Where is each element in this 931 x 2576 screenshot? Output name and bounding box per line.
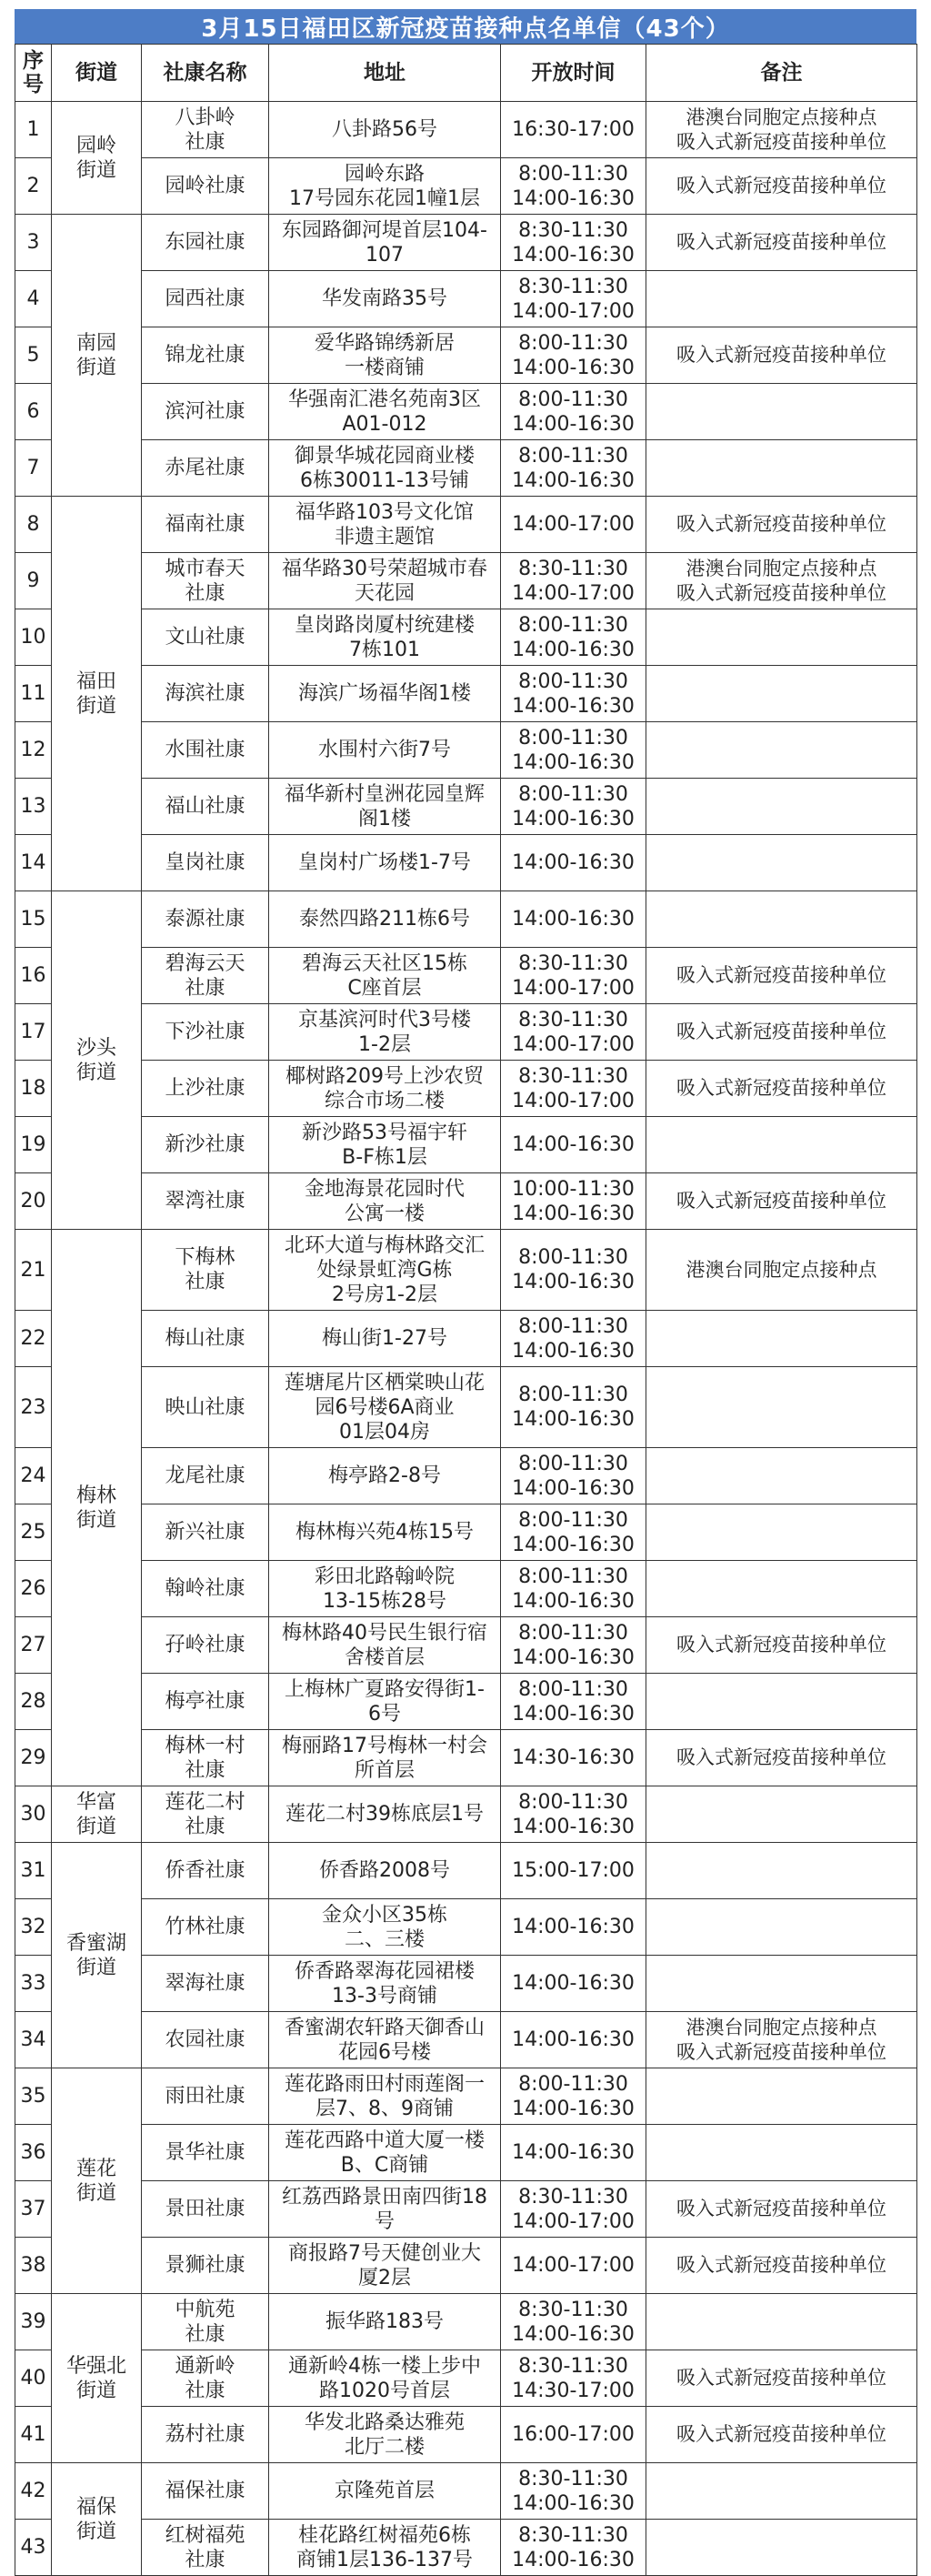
clinic-name-cell: 映山社康 <box>142 1367 269 1448</box>
table-row <box>15 2238 917 2294</box>
hours-cell: 8:00-11:30 14:00-16:30 <box>501 1786 646 1843</box>
clinic-name-cell: 文山社康 <box>142 609 269 666</box>
hours-cell: 8:30-11:30 14:00-16:30 <box>501 2294 646 2350</box>
hours-cell: 14:00-16:30 <box>501 1117 646 1173</box>
address-cell: 金众小区35栋 二、三楼 <box>269 1899 501 1956</box>
remark-cell: 港澳台同胞定点接种点 吸入式新冠疫苗接种单位 <box>646 102 917 158</box>
remark-cell <box>646 891 917 948</box>
hours-cell: 10:00-11:30 14:00-16:30 <box>501 1173 646 1230</box>
address-cell: 莲塘尾片区栖棠映山花 园6号楼6A商业 01层04房 <box>269 1367 501 1448</box>
remark-cell: 吸入式新冠疫苗接种单位 <box>646 215 917 271</box>
hours-cell: 8:00-11:30 14:00-16:30 <box>501 1617 646 1674</box>
hours-cell: 14:00-16:30 <box>501 1956 646 2012</box>
header-address: 地址 <box>269 45 501 102</box>
seq-cell: 4 <box>15 271 52 327</box>
street-cell: 福田 街道 <box>52 497 142 891</box>
address-cell: 皇岗村广场楼1-7号 <box>269 835 501 891</box>
remark-cell <box>646 1786 917 1843</box>
clinic-name-cell: 赤尾社康 <box>142 440 269 497</box>
address-cell: 东园路御河堤首层104- 107 <box>269 215 501 271</box>
table-row <box>15 1173 917 1230</box>
table-title: 3月15日福田区新冠疫苗接种点名单信（43个） <box>15 9 916 44</box>
clinic-name-cell: 园岭社康 <box>142 158 269 215</box>
hours-cell: 14:00-16:30 <box>501 2125 646 2181</box>
remark-cell <box>646 1561 917 1617</box>
seq-cell: 5 <box>15 327 52 384</box>
remark-cell: 吸入式新冠疫苗接种单位 <box>646 1173 917 1230</box>
hours-cell: 8:30-11:30 14:00-17:00 <box>501 1061 646 1117</box>
clinic-name-cell: 福南社康 <box>142 497 269 553</box>
hours-cell: 15:00-17:00 <box>501 1843 646 1899</box>
clinic-name-cell: 梅山社康 <box>142 1311 269 1367</box>
table-row <box>15 2125 917 2181</box>
address-cell: 金地海景花园时代 公寓一楼 <box>269 1173 501 1230</box>
remark-cell <box>646 666 917 722</box>
hours-cell: 8:00-11:30 14:00-16:30 <box>501 779 646 835</box>
remark-cell <box>646 1674 917 1730</box>
clinic-name-cell: 城市春天 社康 <box>142 553 269 609</box>
hours-cell: 8:00-11:30 14:00-16:30 <box>501 327 646 384</box>
address-cell: 碧海云天社区15栋 C座首层 <box>269 948 501 1004</box>
seq-cell: 41 <box>15 2407 52 2463</box>
table-row <box>15 1730 917 1786</box>
address-cell: 椰树路209号上沙农贸 综合市场二楼 <box>269 1061 501 1117</box>
hours-cell: 16:30-17:00 <box>501 102 646 158</box>
remark-cell: 港澳台同胞定点接种点 吸入式新冠疫苗接种单位 <box>646 553 917 609</box>
address-cell: 梅丽路17号梅林一村会 所首层 <box>269 1730 501 1786</box>
address-cell: 莲花二村39栋底层1号 <box>269 1786 501 1843</box>
table-row <box>15 948 917 1004</box>
address-cell: 京隆苑首层 <box>269 2463 501 2520</box>
address-cell: 水围村六街7号 <box>269 722 501 779</box>
seq-cell: 10 <box>15 609 52 666</box>
table-row <box>15 2181 917 2238</box>
clinic-name-cell: 新兴社康 <box>142 1504 269 1561</box>
clinic-name-cell: 八卦岭 社康 <box>142 102 269 158</box>
table-row <box>15 891 917 948</box>
remark-cell <box>646 1956 917 2012</box>
vaccination-sites-table <box>15 44 917 2576</box>
clinic-name-cell: 莲花二村 社康 <box>142 1786 269 1843</box>
hours-cell: 8:00-11:30 14:00-16:30 <box>501 1367 646 1448</box>
seq-cell: 34 <box>15 2012 52 2068</box>
seq-cell: 28 <box>15 1674 52 1730</box>
seq-cell: 12 <box>15 722 52 779</box>
clinic-name-cell: 锦龙社康 <box>142 327 269 384</box>
hours-cell: 8:00-11:30 14:00-16:30 <box>501 384 646 440</box>
remark-cell: 吸入式新冠疫苗接种单位 <box>646 1004 917 1061</box>
header-street: 街道 <box>52 45 142 102</box>
hours-cell: 8:00-11:30 14:00-16:30 <box>501 1230 646 1311</box>
clinic-name-cell: 园西社康 <box>142 271 269 327</box>
remark-cell: 吸入式新冠疫苗接种单位 <box>646 2238 917 2294</box>
clinic-name-cell: 碧海云天 社康 <box>142 948 269 1004</box>
remark-cell <box>646 1899 917 1956</box>
table-row <box>15 1004 917 1061</box>
hours-cell: 8:00-11:30 14:00-16:30 <box>501 1504 646 1561</box>
address-cell: 莲花西路中道大厦一楼 B、C商铺 <box>269 2125 501 2181</box>
clinic-name-cell: 翠湾社康 <box>142 1173 269 1230</box>
seq-cell: 2 <box>15 158 52 215</box>
remark-cell <box>646 609 917 666</box>
remark-cell <box>646 779 917 835</box>
clinic-name-cell: 雨田社康 <box>142 2068 269 2125</box>
header-row <box>15 45 917 102</box>
address-cell: 梅山街1-27号 <box>269 1311 501 1367</box>
remark-cell: 吸入式新冠疫苗接种单位 <box>646 2407 917 2463</box>
street-cell: 香蜜湖 街道 <box>52 1843 142 2068</box>
remark-cell: 吸入式新冠疫苗接种单位 <box>646 2181 917 2238</box>
address-cell: 上梅林广夏路安得街1- 6号 <box>269 1674 501 1730</box>
address-cell: 华强南汇港名苑南3区 A01-012 <box>269 384 501 440</box>
remark-cell <box>646 1367 917 1448</box>
table-row <box>15 1956 917 2012</box>
clinic-name-cell: 梅亭社康 <box>142 1674 269 1730</box>
remark-cell: 港澳台同胞定点接种点 吸入式新冠疫苗接种单位 <box>646 2012 917 2068</box>
hours-cell: 8:00-11:30 14:00-16:30 <box>501 2068 646 2125</box>
seq-cell: 17 <box>15 1004 52 1061</box>
header-remark: 备注 <box>646 45 917 102</box>
seq-cell: 22 <box>15 1311 52 1367</box>
table-row <box>15 1367 917 1448</box>
remark-cell <box>646 1448 917 1504</box>
clinic-name-cell: 红树福苑 社康 <box>142 2520 269 2576</box>
address-cell: 八卦路56号 <box>269 102 501 158</box>
seq-cell: 40 <box>15 2350 52 2407</box>
clinic-name-cell: 东园社康 <box>142 215 269 271</box>
hours-cell: 8:00-11:30 14:00-16:30 <box>501 1311 646 1367</box>
street-cell: 梅林 街道 <box>52 1230 142 1786</box>
seq-cell: 15 <box>15 891 52 948</box>
hours-cell: 8:00-11:30 14:00-16:30 <box>501 158 646 215</box>
seq-cell: 24 <box>15 1448 52 1504</box>
hours-cell: 8:30-11:30 14:00-17:00 <box>501 1004 646 1061</box>
table-row <box>15 102 917 158</box>
address-cell: 爱华路锦绣新居 一楼商铺 <box>269 327 501 384</box>
header-hours: 开放时间 <box>501 45 646 102</box>
remark-cell: 吸入式新冠疫苗接种单位 <box>646 948 917 1004</box>
hours-cell: 14:00-16:30 <box>501 2012 646 2068</box>
seq-cell: 33 <box>15 1956 52 2012</box>
table-row <box>15 835 917 891</box>
address-cell: 商报路7号天健创业大 厦2层 <box>269 2238 501 2294</box>
clinic-name-cell: 中航苑 社康 <box>142 2294 269 2350</box>
hours-cell: 14:00-16:30 <box>501 891 646 948</box>
hours-cell: 8:30-11:30 14:00-17:00 <box>501 948 646 1004</box>
seq-cell: 43 <box>15 2520 52 2576</box>
table-row <box>15 2350 917 2407</box>
street-cell: 莲花 街道 <box>52 2068 142 2294</box>
seq-cell: 7 <box>15 440 52 497</box>
seq-cell: 19 <box>15 1117 52 1173</box>
address-cell: 振华路183号 <box>269 2294 501 2350</box>
hours-cell: 16:00-17:00 <box>501 2407 646 2463</box>
seq-cell: 27 <box>15 1617 52 1674</box>
address-cell: 桂花路红树福苑6栋 商铺1层136-137号 <box>269 2520 501 2576</box>
street-cell: 华强北 街道 <box>52 2294 142 2463</box>
address-cell: 福华路30号荣超城市春 天花园 <box>269 553 501 609</box>
seq-cell: 38 <box>15 2238 52 2294</box>
table-row <box>15 1061 917 1117</box>
table-row <box>15 2294 917 2350</box>
hours-cell: 8:00-11:30 14:00-16:30 <box>501 722 646 779</box>
table-row <box>15 2520 917 2576</box>
remark-cell: 吸入式新冠疫苗接种单位 <box>646 1617 917 1674</box>
clinic-name-cell: 皇岗社康 <box>142 835 269 891</box>
hours-cell: 8:30-11:30 14:00-16:30 <box>501 215 646 271</box>
clinic-name-cell: 通新岭 社康 <box>142 2350 269 2407</box>
hours-cell: 14:00-16:30 <box>501 1899 646 1956</box>
clinic-name-cell: 下梅林 社康 <box>142 1230 269 1311</box>
remark-cell <box>646 271 917 327</box>
hours-cell: 8:30-11:30 14:30-17:00 <box>501 2350 646 2407</box>
hours-cell: 14:00-16:30 <box>501 835 646 891</box>
table-row <box>15 271 917 327</box>
seq-cell: 8 <box>15 497 52 553</box>
remark-cell: 吸入式新冠疫苗接种单位 <box>646 158 917 215</box>
table-row <box>15 2012 917 2068</box>
seq-cell: 14 <box>15 835 52 891</box>
street-cell: 园岭 街道 <box>52 102 142 215</box>
seq-cell: 42 <box>15 2463 52 2520</box>
hours-cell: 14:00-17:00 <box>501 497 646 553</box>
seq-cell: 1 <box>15 102 52 158</box>
address-cell: 梅林梅兴苑4栋15号 <box>269 1504 501 1561</box>
address-cell: 新沙路53号福宇轩 B-F栋1层 <box>269 1117 501 1173</box>
address-cell: 华发北路桑达雅苑 北厅二楼 <box>269 2407 501 2463</box>
remark-cell <box>646 2068 917 2125</box>
seq-cell: 25 <box>15 1504 52 1561</box>
clinic-name-cell: 侨香社康 <box>142 1843 269 1899</box>
hours-cell: 8:30-11:30 14:00-17:00 <box>501 271 646 327</box>
remark-cell <box>646 2125 917 2181</box>
table-row <box>15 779 917 835</box>
remark-cell <box>646 384 917 440</box>
remark-cell <box>646 2294 917 2350</box>
hours-cell: 8:00-11:30 14:00-16:30 <box>501 1561 646 1617</box>
address-cell: 侨香路翠海花园裙楼 13-3号商铺 <box>269 1956 501 2012</box>
clinic-name-cell: 孖岭社康 <box>142 1617 269 1674</box>
hours-cell: 8:00-11:30 14:00-16:30 <box>501 1674 646 1730</box>
address-cell: 梅林路40号民生银行宿 舍楼首层 <box>269 1617 501 1674</box>
seq-cell: 6 <box>15 384 52 440</box>
address-cell: 莲花路雨田村雨莲阁一 层7、8、9商铺 <box>269 2068 501 2125</box>
table-row <box>15 1230 917 1311</box>
address-cell: 红荔西路景田南四街18 号 <box>269 2181 501 2238</box>
address-cell: 京基滨河时代3号楼 1-2层 <box>269 1004 501 1061</box>
address-cell: 通新岭4栋一楼上步中 路1020号首层 <box>269 2350 501 2407</box>
remark-cell <box>646 835 917 891</box>
clinic-name-cell: 水围社康 <box>142 722 269 779</box>
remark-cell <box>646 722 917 779</box>
street-cell: 华富 街道 <box>52 1786 142 1843</box>
clinic-name-cell: 福保社康 <box>142 2463 269 2520</box>
seq-cell: 29 <box>15 1730 52 1786</box>
address-cell: 彩田北路翰岭院 13-15栋28号 <box>269 1561 501 1617</box>
address-cell: 香蜜湖农轩路天御香山 花园6号楼 <box>269 2012 501 2068</box>
seq-cell: 37 <box>15 2181 52 2238</box>
seq-cell: 30 <box>15 1786 52 1843</box>
street-cell: 南园 街道 <box>52 215 142 497</box>
header-name: 社康名称 <box>142 45 269 102</box>
table-row <box>15 1843 917 1899</box>
street-cell: 福保 街道 <box>52 2463 142 2576</box>
remark-cell: 吸入式新冠疫苗接种单位 <box>646 327 917 384</box>
seq-cell: 32 <box>15 1899 52 1956</box>
seq-cell: 36 <box>15 2125 52 2181</box>
table-row <box>15 2068 917 2125</box>
table-row <box>15 1311 917 1367</box>
seq-cell: 9 <box>15 553 52 609</box>
address-cell: 福华路103号文化馆 非遗主题馆 <box>269 497 501 553</box>
table-row <box>15 609 917 666</box>
remark-cell: 吸入式新冠疫苗接种单位 <box>646 1730 917 1786</box>
hours-cell: 14:00-17:00 <box>501 2238 646 2294</box>
table-row <box>15 1674 917 1730</box>
clinic-name-cell: 景华社康 <box>142 2125 269 2181</box>
table-row <box>15 497 917 553</box>
address-cell: 御景华城花园商业楼 6栋30011-13号铺 <box>269 440 501 497</box>
header-seq: 序号 <box>15 45 52 102</box>
clinic-name-cell: 上沙社康 <box>142 1061 269 1117</box>
address-cell: 北环大道与梅林路交汇 处绿景虹湾G栋 2号房1-2层 <box>269 1230 501 1311</box>
table-row <box>15 1786 917 1843</box>
remark-cell <box>646 1311 917 1367</box>
seq-cell: 31 <box>15 1843 52 1899</box>
seq-cell: 35 <box>15 2068 52 2125</box>
clinic-name-cell: 翠海社康 <box>142 1956 269 2012</box>
remark-cell <box>646 2520 917 2576</box>
seq-cell: 13 <box>15 779 52 835</box>
seq-cell: 18 <box>15 1061 52 1117</box>
address-cell: 福华新村皇洲花园皇辉 阁1楼 <box>269 779 501 835</box>
clinic-name-cell: 福山社康 <box>142 779 269 835</box>
seq-cell: 21 <box>15 1230 52 1311</box>
table-row <box>15 1617 917 1674</box>
remark-cell: 吸入式新冠疫苗接种单位 <box>646 1061 917 1117</box>
seq-cell: 11 <box>15 666 52 722</box>
table-row <box>15 215 917 271</box>
remark-cell <box>646 1117 917 1173</box>
address-cell: 侨香路2008号 <box>269 1843 501 1899</box>
clinic-name-cell: 荔村社康 <box>142 2407 269 2463</box>
clinic-name-cell: 泰源社康 <box>142 891 269 948</box>
address-cell: 海滨广场福华阁1楼 <box>269 666 501 722</box>
hours-cell: 8:00-11:30 14:00-16:30 <box>501 609 646 666</box>
address-cell: 园岭东路 17号园东花园1幢1层 <box>269 158 501 215</box>
hours-cell: 8:00-11:30 14:00-16:30 <box>501 440 646 497</box>
street-cell: 沙头 街道 <box>52 891 142 1230</box>
clinic-name-cell: 滨河社康 <box>142 384 269 440</box>
table-row <box>15 722 917 779</box>
clinic-name-cell: 景狮社康 <box>142 2238 269 2294</box>
address-cell: 梅亭路2-8号 <box>269 1448 501 1504</box>
remark-cell <box>646 1843 917 1899</box>
table-row <box>15 440 917 497</box>
table-row <box>15 1561 917 1617</box>
hours-cell: 8:00-11:30 14:00-16:30 <box>501 1448 646 1504</box>
seq-cell: 26 <box>15 1561 52 1617</box>
table-row <box>15 1117 917 1173</box>
remark-cell: 吸入式新冠疫苗接种单位 <box>646 497 917 553</box>
hours-cell: 8:30-11:30 14:00-17:00 <box>501 2181 646 2238</box>
seq-cell: 39 <box>15 2294 52 2350</box>
remark-cell: 港澳台同胞定点接种点 <box>646 1230 917 1311</box>
clinic-name-cell: 下沙社康 <box>142 1004 269 1061</box>
hours-cell: 8:30-11:30 14:00-17:00 <box>501 553 646 609</box>
table-row <box>15 1899 917 1956</box>
table-row <box>15 2407 917 2463</box>
hours-cell: 14:30-16:30 <box>501 1730 646 1786</box>
clinic-name-cell: 竹林社康 <box>142 1899 269 1956</box>
table-body <box>15 102 917 2576</box>
remark-cell: 吸入式新冠疫苗接种单位 <box>646 2350 917 2407</box>
clinic-name-cell: 翰岭社康 <box>142 1561 269 1617</box>
seq-cell: 16 <box>15 948 52 1004</box>
hours-cell: 8:00-11:30 14:00-16:30 <box>501 666 646 722</box>
remark-cell <box>646 440 917 497</box>
table-row <box>15 666 917 722</box>
remark-cell <box>646 1504 917 1561</box>
clinic-name-cell: 龙尾社康 <box>142 1448 269 1504</box>
address-cell: 泰然四路211栋6号 <box>269 891 501 948</box>
remark-cell <box>646 2463 917 2520</box>
address-cell: 华发南路35号 <box>269 271 501 327</box>
table-row <box>15 553 917 609</box>
clinic-name-cell: 海滨社康 <box>142 666 269 722</box>
clinic-name-cell: 梅林一村 社康 <box>142 1730 269 1786</box>
clinic-name-cell: 新沙社康 <box>142 1117 269 1173</box>
clinic-name-cell: 景田社康 <box>142 2181 269 2238</box>
table-row <box>15 327 917 384</box>
hours-cell: 8:30-11:30 14:00-16:30 <box>501 2520 646 2576</box>
table-row <box>15 1448 917 1504</box>
table-row <box>15 158 917 215</box>
hours-cell: 8:30-11:30 14:00-16:30 <box>501 2463 646 2520</box>
seq-cell: 20 <box>15 1173 52 1230</box>
table-row <box>15 384 917 440</box>
seq-cell: 23 <box>15 1367 52 1448</box>
address-cell: 皇岗路岗厦村统建楼 7栋101 <box>269 609 501 666</box>
clinic-name-cell: 农园社康 <box>142 2012 269 2068</box>
table-row <box>15 2463 917 2520</box>
table-row <box>15 1504 917 1561</box>
seq-cell: 3 <box>15 215 52 271</box>
